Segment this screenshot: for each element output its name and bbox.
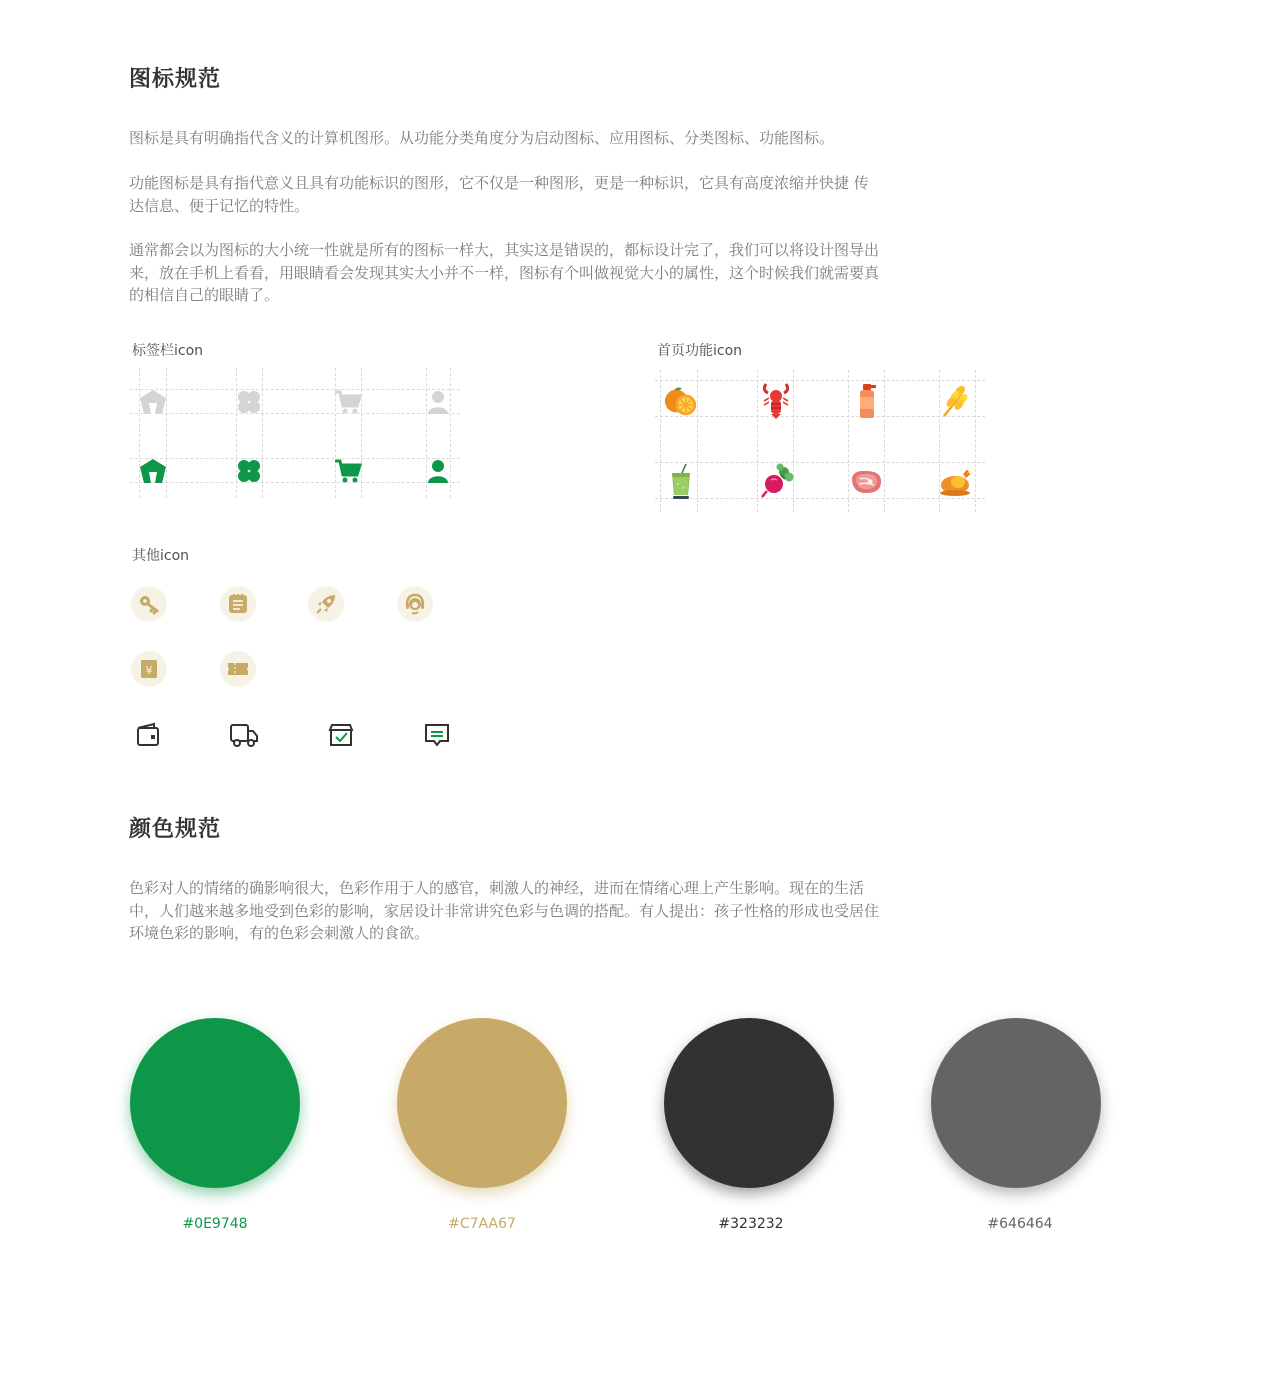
juice-icon — [663, 464, 699, 500]
swatch-dark-gray-label: #323232 — [718, 1216, 784, 1232]
coupon-icon — [131, 651, 167, 687]
home-icon — [138, 456, 168, 486]
color-para: 色彩对人的情绪的确影响很大，色彩作用于人的感官，刺激人的神经，进而在情绪心理上产生影响。现在的生活中，人们越来越多地受到色彩的影响，家居设计非常讲究色彩与色调的搭配。有人提出：孩子性格的形成也受居住环境色彩的影响，有的色彩会刺激人的食欲。 — [129, 879, 880, 942]
message-icon[interactable] — [422, 720, 452, 750]
category-icon — [234, 456, 264, 486]
rocket-icon — [308, 586, 344, 622]
home-icon-label: 首页功能icon — [657, 343, 743, 359]
user-icon — [423, 387, 453, 417]
radish-icon — [758, 462, 796, 500]
icon-para-3: 通常都会以为图标的大小统一性就是所有的图标一样大，其实这是错误的，都标设计完了，我们可以将设计图导出来，放在手机上看看，用眼睛看会发现其实大小并不一样，图标有个叫做视觉大小的属性，这个时候我们就需要真的相信自己的眼睛了。 — [129, 241, 880, 304]
svg-text:¥: ¥ — [145, 664, 153, 677]
user-icon — [423, 456, 453, 486]
icon-para-1: 图标是具有明确指代含义的计算机图形。从功能分类角度分为启动图标、应用图标、分类图标、功能图标。 — [129, 129, 835, 147]
tabbar-icon-grid — [130, 368, 460, 498]
swatch-dark-gray — [664, 1018, 834, 1188]
swatch-gray-label: #646464 — [987, 1216, 1053, 1232]
tabbar-icon-label: 标签栏icon — [132, 343, 204, 359]
ticket-icon — [220, 651, 256, 687]
icon-section-title: 图标规范 — [129, 67, 222, 92]
orange-icon — [663, 384, 699, 420]
wheat-icon — [938, 382, 974, 420]
icon-para-2: 功能图标是具有指代意义且具有功能标识的图形，它不仅是一种图形，更是一种标识，它具有高度浓缩并快捷 传达信息、便于记忆的特性。 — [129, 174, 869, 215]
cart-icon — [333, 387, 363, 417]
cart-icon — [333, 456, 363, 486]
swatch-gold — [397, 1018, 567, 1188]
wallet-icon[interactable] — [133, 720, 163, 750]
home-icon — [138, 387, 168, 417]
delivery-truck-icon[interactable] — [229, 720, 259, 750]
other-icon-label: 其他icon — [132, 548, 190, 564]
lobster-icon — [758, 382, 794, 420]
color-section-title: 颜色规范 — [129, 817, 222, 842]
notes-icon — [220, 586, 256, 622]
customer-service-icon — [397, 586, 433, 622]
meat-icon — [848, 466, 884, 498]
key-icon — [131, 586, 167, 622]
swatch-gold-label: #C7AA67 — [448, 1216, 516, 1232]
swatch-green-label: #0E9748 — [182, 1216, 248, 1232]
swatch-green — [130, 1018, 300, 1188]
swatch-gray — [931, 1018, 1101, 1188]
box-check-icon[interactable] — [326, 720, 356, 750]
home-icon-grid — [655, 370, 985, 512]
category-icon — [234, 387, 264, 417]
roast-chicken-icon — [938, 464, 974, 500]
bottle-icon — [849, 382, 885, 420]
